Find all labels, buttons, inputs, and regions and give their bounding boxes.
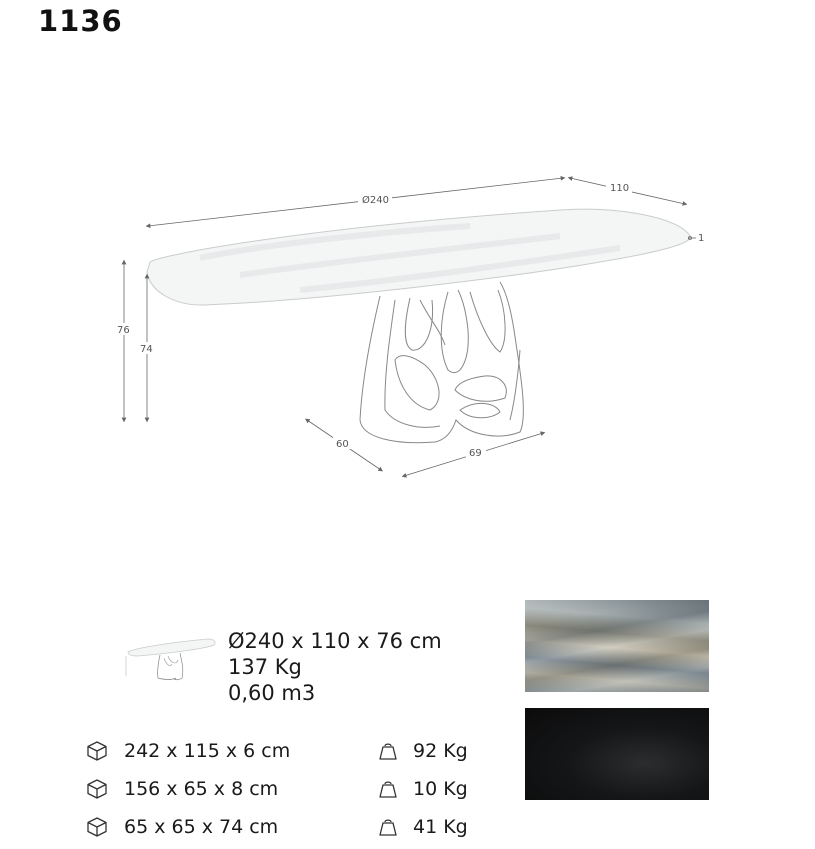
base-height-label: 74 <box>140 344 153 355</box>
product-summary <box>228 628 442 706</box>
length-dimension-label: Ø240 <box>362 195 389 206</box>
edge-thickness-label: 1 <box>698 233 705 244</box>
package-row <box>86 738 290 764</box>
table-thumbnail <box>124 632 219 684</box>
package-weight: 41 Kg <box>413 816 468 838</box>
package-dimensions: 156 x 65 x 8 cm <box>124 778 279 800</box>
table-top <box>147 209 690 305</box>
box-icon <box>86 740 108 762</box>
package-volume: 0,60 m3 <box>228 681 316 705</box>
weight-icon <box>378 817 398 837</box>
base-width-label: 69 <box>469 448 482 459</box>
package-weight-row <box>378 738 468 764</box>
overall-dimensions: Ø240 x 110 x 76 cm <box>228 629 442 653</box>
package-row <box>86 814 278 840</box>
package-dimensions: 65 x 65 x 74 cm <box>124 816 279 838</box>
model-code: 1136 <box>38 4 123 38</box>
box-icon <box>86 816 108 838</box>
package-row <box>86 776 278 802</box>
package-weight: 92 Kg <box>413 740 468 762</box>
marble-finish-swatch <box>525 600 709 692</box>
package-weight-row <box>378 776 468 802</box>
total-height-label: 76 <box>117 325 130 336</box>
black-finish-swatch <box>525 708 709 800</box>
base-depth-label: 60 <box>336 439 349 450</box>
box-icon <box>86 778 108 800</box>
package-dimensions: 242 x 115 x 6 cm <box>124 740 291 762</box>
total-weight: 137 Kg <box>228 655 302 679</box>
weight-icon <box>378 741 398 761</box>
depth-dimension-label: 110 <box>610 183 630 194</box>
weight-icon <box>378 779 398 799</box>
table-base <box>360 282 523 443</box>
package-weight-row <box>378 814 468 840</box>
package-weight: 10 Kg <box>413 778 468 800</box>
